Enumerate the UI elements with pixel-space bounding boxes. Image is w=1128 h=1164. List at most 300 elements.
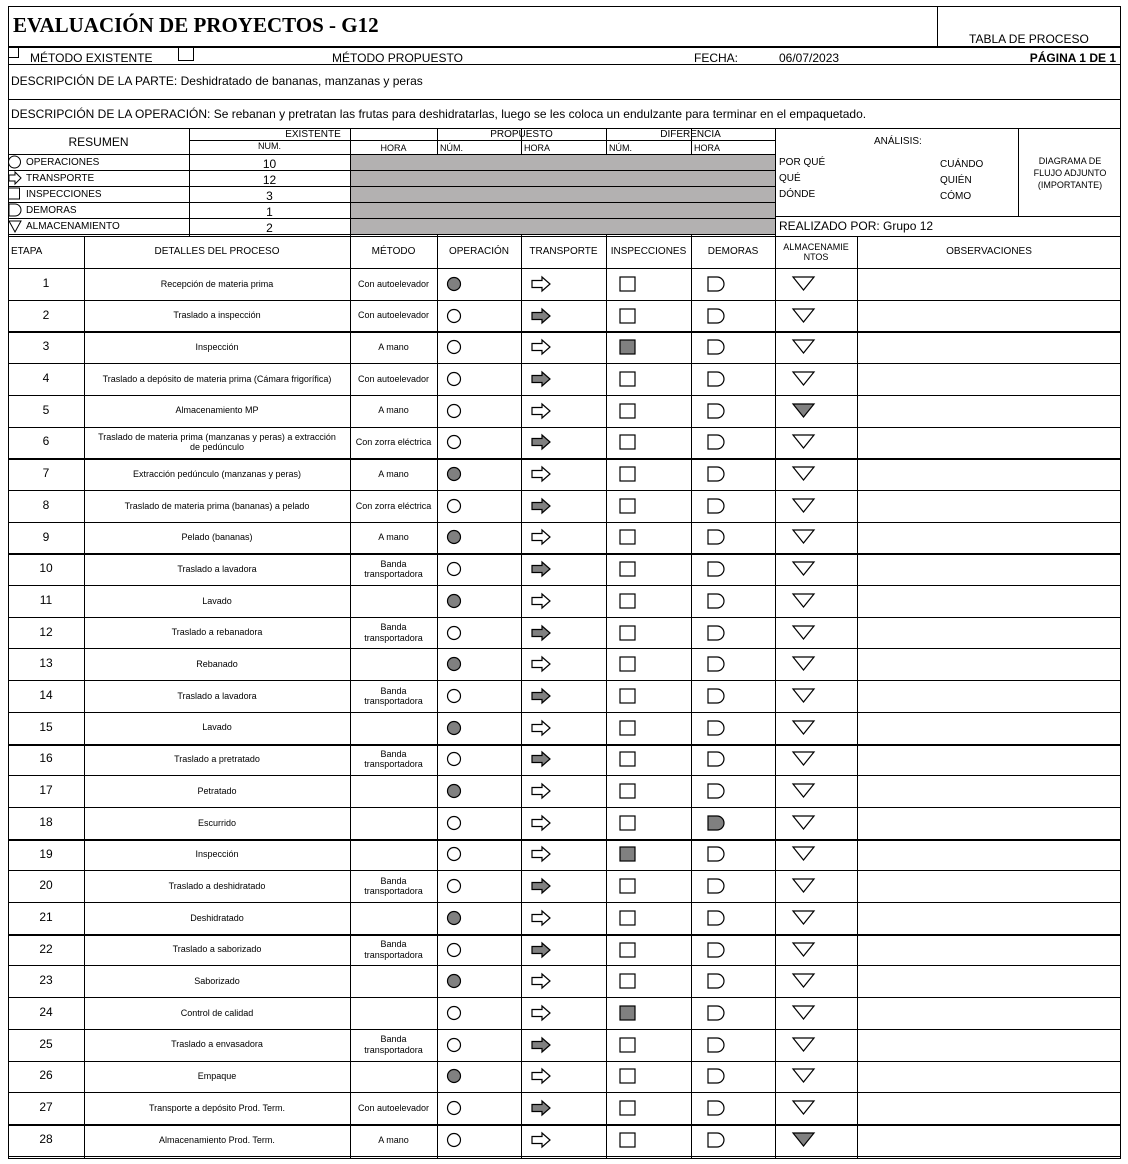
operation-circle-icon (445, 528, 467, 546)
delay-d-shape-icon (706, 560, 728, 578)
process-detail-line: Rebanado (196, 659, 238, 670)
inspection-square-icon (618, 941, 640, 959)
process-detail (84, 427, 350, 459)
process-detail (84, 839, 350, 871)
operation-description: DESCRIPCIÓN DE LA OPERACIÓN: Se rebanan y pretratan las frutas para deshidratarlas, luego se les coloca un endulzante para terminar en el empaquetado. (11, 107, 867, 121)
process-method (350, 870, 437, 902)
transport-arrow-icon (530, 687, 552, 705)
process-method-line: A mano (378, 532, 409, 543)
inspection-square-icon (618, 782, 640, 800)
process-method-line: transportadora (364, 949, 423, 960)
process-detail (84, 458, 350, 490)
step-number: 11 (39, 592, 53, 607)
step-number: 24 (39, 1005, 53, 1020)
process-method (350, 1061, 437, 1093)
process-detail (84, 680, 350, 712)
page-title: EVALUACIÓN DE PROYECTOS - G12 (13, 13, 379, 37)
diagram-note (1020, 155, 1120, 191)
delay-d-shape-icon (706, 433, 728, 451)
transport-arrow-icon (530, 560, 552, 578)
inspection-square-icon (618, 719, 640, 737)
delay-d-shape-icon (706, 687, 728, 705)
step-number: 18 (39, 814, 53, 829)
storage-triangle-icon (792, 560, 814, 578)
table-row-line (8, 1156, 1121, 1157)
table-col-line (521, 236, 522, 1158)
process-method-line: Banda (380, 939, 407, 950)
process-detail-line: Escurrido (197, 817, 236, 828)
method-proposed-checkbox[interactable] (178, 47, 194, 61)
step-number: 12 (39, 624, 53, 639)
process-method (350, 553, 437, 585)
process-detail (84, 1092, 350, 1124)
process-detail (84, 1124, 350, 1156)
process-detail-line: Deshidratado (190, 912, 244, 923)
process-detail-line: Saborizado (194, 976, 240, 987)
delay-d-shape-icon (706, 465, 728, 483)
summary-existing-num: 3 (266, 189, 273, 203)
process-method (350, 839, 437, 871)
storage-triangle-icon (792, 370, 814, 388)
summary-title: RESUMEN (68, 135, 129, 149)
summary-group-difference: DIFERENCIA (660, 129, 721, 140)
transport-arrow-icon (530, 655, 552, 673)
transport-arrow-icon (530, 719, 552, 737)
summary-sub-num-proposed: NÚM. (440, 143, 463, 153)
process-detail (84, 775, 350, 807)
table-col-line (691, 236, 692, 1158)
process-detail (84, 965, 350, 997)
process-detail (84, 807, 350, 839)
process-detail-line: Control de calidad (180, 1007, 254, 1018)
table-col-line (857, 236, 858, 1158)
step-number: 27 (39, 1100, 53, 1115)
transport-arrow-icon (530, 497, 552, 515)
process-detail (84, 553, 350, 585)
storage-triangle-icon (792, 1131, 814, 1149)
process-method (350, 268, 437, 300)
inspection-square-icon (618, 655, 640, 673)
summary-grey-cells (351, 187, 775, 202)
delay-d-shape-icon (706, 338, 728, 356)
analysis-why: POR QUÉ (779, 157, 826, 168)
table-header-details: DETALLES DEL PROCESO (154, 246, 280, 258)
process-method-line: Banda (380, 558, 407, 569)
process-method (350, 997, 437, 1029)
process-detail-line: Traslado a pretratado (174, 754, 260, 765)
process-method-line: Con zorra eléctrica (355, 437, 432, 448)
process-method-line: Con zorra eléctrica (355, 500, 432, 511)
transport-arrow-icon (530, 941, 552, 959)
step-number: 3 (42, 339, 50, 354)
storage-triangle-icon (792, 941, 814, 959)
step-number: 10 (39, 561, 53, 576)
diagram-note-line-1: DIAGRAMA DE (1038, 156, 1102, 166)
storage-triangle-icon (792, 814, 814, 832)
process-method (350, 427, 437, 459)
method-existing-label: MÉTODO EXISTENTE (30, 51, 153, 65)
transport-arrow-icon (530, 1004, 552, 1022)
process-detail (84, 331, 350, 363)
table-header-inspection: INSPECCIONES (610, 246, 687, 258)
transport-arrow-icon (530, 814, 552, 832)
process-detail (84, 744, 350, 776)
operation-circle-icon (445, 307, 467, 325)
step-number: 13 (39, 656, 53, 671)
process-method-line: Banda (380, 875, 407, 886)
operation-circle-icon (445, 560, 467, 578)
inspection-square-icon (618, 370, 640, 388)
operation-circle-icon (445, 433, 467, 451)
table-header-notes: OBSERVACIONES (946, 246, 1032, 258)
storage-triangle-icon (792, 877, 814, 895)
date-value: 06/07/2023 (779, 51, 840, 65)
process-detail-line: Almacenamiento MP (175, 405, 259, 416)
process-detail (84, 395, 350, 427)
step-number: 23 (39, 973, 53, 988)
inspection-square-icon (618, 814, 640, 832)
analysis-how: CÓMO (940, 191, 972, 202)
analysis-title: ANÁLISIS: (874, 136, 922, 147)
delay-d-shape-icon (706, 497, 728, 515)
inspection-square-icon (618, 1004, 640, 1022)
summary-grey-cells (351, 219, 775, 234)
process-method-line: A mano (378, 1134, 409, 1145)
operation-circle-icon (445, 370, 467, 388)
process-method-line: transportadora (364, 569, 423, 580)
process-detail-line: Recepción de materia prima (160, 278, 274, 289)
operation-circle-icon (445, 465, 467, 483)
transport-arrow-icon (530, 465, 552, 483)
delay-d-shape-icon (706, 655, 728, 673)
transport-arrow-icon (530, 402, 552, 420)
storage-triangle-icon (792, 782, 814, 800)
analysis-bottom (775, 216, 1121, 217)
delay-d-shape-icon (706, 941, 728, 959)
process-method (350, 807, 437, 839)
process-method-line: Banda (380, 685, 407, 696)
process-detail-line: Transporte a depósito Prod. Term. (148, 1102, 286, 1113)
operation-circle-icon (445, 877, 467, 895)
title-underline (8, 46, 1121, 48)
process-detail-line: Traslado a depósito de materia prima (Cámara frigorífica) (102, 373, 332, 384)
diagram-note-line-3: (IMPORTANTE) (1037, 180, 1103, 190)
inspection-square-icon (618, 1036, 640, 1054)
process-method-line: Banda (380, 622, 407, 633)
process-detail (84, 1029, 350, 1061)
process-method (350, 300, 437, 332)
process-method (350, 775, 437, 807)
summary-existing-num: 12 (262, 173, 277, 187)
step-number: 25 (39, 1036, 53, 1051)
storage-triangle-icon (792, 687, 814, 705)
step-number: 14 (39, 688, 53, 703)
operation-circle-icon (445, 1036, 467, 1054)
process-detail (84, 902, 350, 934)
inspection-square-icon (618, 750, 640, 768)
process-detail (84, 268, 350, 300)
transport-arrow-icon (530, 370, 552, 388)
transport-arrow-icon (530, 877, 552, 895)
process-method-line: A mano (378, 405, 409, 416)
process-detail-line: Traslado a deshidratado (168, 880, 266, 891)
process-method (350, 934, 437, 966)
storage-triangle-icon (792, 402, 814, 420)
analysis-where: DÓNDE (779, 189, 816, 200)
process-method-line: A mano (378, 468, 409, 479)
delay-d-shape-icon (706, 782, 728, 800)
step-number: 15 (39, 719, 53, 734)
table-header-method: MÉTODO (371, 246, 416, 258)
method-line-bottom (8, 64, 1121, 65)
step-number: 21 (39, 909, 53, 924)
delay-d-shape-icon (706, 1099, 728, 1117)
process-method (350, 680, 437, 712)
operation-circle-icon (445, 497, 467, 515)
delay-d-shape-icon (706, 624, 728, 642)
operation-circle-icon (445, 655, 467, 673)
summary-arrow-icon (8, 171, 22, 185)
method-existing-checkbox[interactable] (8, 47, 19, 58)
process-detail-line: Traslado a envasadora (171, 1039, 263, 1050)
step-number: 2 (42, 307, 50, 322)
process-detail (84, 870, 350, 902)
table-header-storage-line: ALMACENAMIE (783, 241, 849, 252)
transport-arrow-icon (530, 592, 552, 610)
transport-arrow-icon (530, 972, 552, 990)
operation-circle-icon (445, 972, 467, 990)
inspection-square-icon (618, 433, 640, 451)
operation-circle-icon (445, 1131, 467, 1149)
summary-sub-hora-proposed: HORA (524, 143, 551, 153)
transport-arrow-icon (530, 338, 552, 356)
delay-d-shape-icon (706, 750, 728, 768)
inspection-square-icon (618, 275, 640, 293)
summary-sub-hora: HORA (380, 143, 407, 153)
summary-sub-num-difference: NÚM. (609, 143, 632, 153)
process-method (350, 522, 437, 554)
storage-triangle-icon (792, 433, 814, 451)
title-divider (937, 6, 938, 46)
step-number: 28 (39, 1131, 53, 1146)
operation-circle-icon (445, 1099, 467, 1117)
sheet-right-border (1120, 6, 1121, 1159)
summary-group-existing: EXISTENTE (285, 129, 341, 140)
inspection-square-icon (618, 592, 640, 610)
process-method (350, 1124, 437, 1156)
transport-arrow-icon (530, 1099, 552, 1117)
storage-triangle-icon (792, 1099, 814, 1117)
transport-arrow-icon (530, 1036, 552, 1054)
operation-circle-icon (445, 814, 467, 832)
summary-sub-hora-difference: HORA (694, 143, 721, 153)
process-detail (84, 490, 350, 522)
process-detail-line: Extracción pedúnculo (manzanas y peras) (132, 468, 302, 479)
done-by: REALIZADO POR: Grupo 12 (779, 219, 934, 233)
inspection-square-icon (618, 909, 640, 927)
process-detail-line: de pedúnculo (189, 442, 245, 453)
summary-existing-num: 1 (266, 205, 273, 219)
process-method-line: transportadora (364, 632, 423, 643)
transport-arrow-icon (530, 845, 552, 863)
inspection-square-icon (618, 560, 640, 578)
delay-d-shape-icon (706, 370, 728, 388)
delay-d-shape-icon (706, 1067, 728, 1085)
operation-circle-icon (445, 687, 467, 705)
delay-d-shape-icon (706, 814, 728, 832)
operation-circle-icon (445, 275, 467, 293)
step-number: 4 (42, 371, 50, 386)
step-number: 20 (39, 878, 53, 893)
process-detail-line: Inspección (195, 849, 239, 860)
process-method-line: Banda (380, 749, 407, 759)
process-detail (84, 712, 350, 744)
operation-circle-icon (445, 338, 467, 356)
process-method (350, 363, 437, 395)
storage-triangle-icon (792, 719, 814, 737)
storage-triangle-icon (792, 750, 814, 768)
transport-arrow-icon (530, 1131, 552, 1149)
process-method (350, 490, 437, 522)
process-detail-line: Traslado de materia prima (bananas) a pelado (124, 500, 310, 511)
summary-existing-num: 10 (262, 157, 277, 171)
process-method (350, 617, 437, 649)
page-number: PÁGINA 1 DE 1 (1029, 51, 1116, 65)
table-header-transport: TRANSPORTE (529, 246, 598, 258)
process-method-line: Con autoelevador (357, 1102, 430, 1113)
process-method (350, 648, 437, 680)
summary-grey-cells (351, 171, 775, 186)
method-proposed-label: MÉTODO PROPUESTO (332, 51, 463, 65)
process-method-line: Con autoelevador (357, 278, 430, 289)
transport-arrow-icon (530, 782, 552, 800)
process-detail-line: Empaque (197, 1071, 237, 1082)
summary-row-label: TRANSPORTE (26, 173, 95, 184)
summary-grey-cells (351, 203, 775, 218)
delay-d-shape-icon (706, 877, 728, 895)
transport-arrow-icon (530, 1067, 552, 1085)
delay-d-shape-icon (706, 972, 728, 990)
operation-circle-icon (445, 719, 467, 737)
table-col-line (775, 236, 776, 1158)
process-detail (84, 522, 350, 554)
delay-d-shape-icon (706, 528, 728, 546)
analysis-who: QUIÉN (940, 175, 972, 186)
process-detail-line: Traslado a lavadora (177, 690, 257, 701)
step-number: 22 (39, 941, 53, 956)
transport-arrow-icon (530, 433, 552, 451)
diagram-note-line-2: FLUJO ADJUNTO (1033, 168, 1107, 178)
inspection-square-icon (618, 465, 640, 483)
process-method-line: A mano (378, 342, 409, 353)
storage-triangle-icon (792, 624, 814, 642)
sheet-bottom-border (8, 1158, 1121, 1159)
step-number: 5 (42, 402, 50, 417)
inspection-square-icon (618, 1067, 640, 1085)
operation-circle-icon (445, 592, 467, 610)
process-detail-line: Traslado a lavadora (177, 563, 257, 574)
storage-triangle-icon (792, 465, 814, 483)
delay-d-shape-icon (706, 275, 728, 293)
process-detail-line: Traslado a saborizado (172, 944, 262, 955)
inspection-square-icon (618, 624, 640, 642)
inspection-square-icon (618, 497, 640, 515)
table-col-line (437, 236, 438, 1158)
process-detail-line: Lavado (202, 722, 232, 733)
summary-row-label: OPERACIONES (26, 157, 100, 168)
process-method-line: transportadora (364, 1044, 423, 1055)
storage-triangle-icon (792, 528, 814, 546)
table-header-storage (775, 236, 857, 268)
delay-d-shape-icon (706, 719, 728, 737)
transport-arrow-icon (530, 528, 552, 546)
process-method (350, 744, 437, 776)
process-method-line: Con autoelevador (357, 310, 430, 321)
process-method-line: transportadora (364, 695, 423, 706)
step-number: 8 (42, 497, 50, 512)
inspection-square-icon (618, 307, 640, 325)
delay-d-shape-icon (706, 1036, 728, 1054)
transport-arrow-icon (530, 275, 552, 293)
storage-triangle-icon (792, 655, 814, 673)
inspection-square-icon (618, 338, 640, 356)
step-number: 26 (39, 1068, 53, 1083)
summary-grey-cells (351, 155, 775, 170)
process-detail (84, 617, 350, 649)
storage-triangle-icon (792, 909, 814, 927)
summary-row-label: DEMORAS (26, 205, 77, 216)
operation-circle-icon (445, 782, 467, 800)
table-header-storage-line: NTOS (803, 252, 829, 262)
storage-triangle-icon (792, 338, 814, 356)
summary-existing-num: 2 (266, 221, 273, 235)
step-number: 9 (42, 529, 50, 544)
operation-circle-icon (445, 1004, 467, 1022)
summary-col-line (775, 128, 776, 236)
operation-circle-icon (445, 1067, 467, 1085)
operation-circle-icon (445, 750, 467, 768)
process-method (350, 395, 437, 427)
summary-group-proposed: PROPUESTO (490, 129, 553, 140)
summary-row-label: ALMACENAMIENTO (26, 221, 120, 232)
storage-triangle-icon (792, 845, 814, 863)
process-method (350, 965, 437, 997)
table-header-operation: OPERACIÓN (448, 246, 509, 258)
inspection-square-icon (618, 972, 640, 990)
process-detail-line: Inspección (195, 342, 239, 353)
storage-triangle-icon (792, 1004, 814, 1022)
process-detail (84, 363, 350, 395)
operation-circle-icon (445, 941, 467, 959)
analysis-divider (1018, 128, 1019, 216)
table-header-delay: DEMORAS (707, 246, 759, 258)
delay-d-shape-icon (706, 592, 728, 610)
process-detail (84, 300, 350, 332)
process-method (350, 1029, 437, 1061)
transport-arrow-icon (530, 624, 552, 642)
delay-d-shape-icon (706, 1004, 728, 1022)
process-detail (84, 997, 350, 1029)
operation-circle-icon (445, 624, 467, 642)
part-description: DESCRIPCIÓN DE LA PARTE: Deshidratado de bananas, manzanas y peras (11, 74, 423, 88)
summary-row-line (8, 234, 775, 235)
summary-row-label: INSPECCIONES (26, 189, 102, 200)
process-detail-line: Traslado a rebanadora (171, 627, 263, 638)
delay-d-shape-icon (706, 402, 728, 420)
transport-arrow-icon (530, 307, 552, 325)
inspection-square-icon (618, 1131, 640, 1149)
table-col-line (606, 236, 607, 1158)
